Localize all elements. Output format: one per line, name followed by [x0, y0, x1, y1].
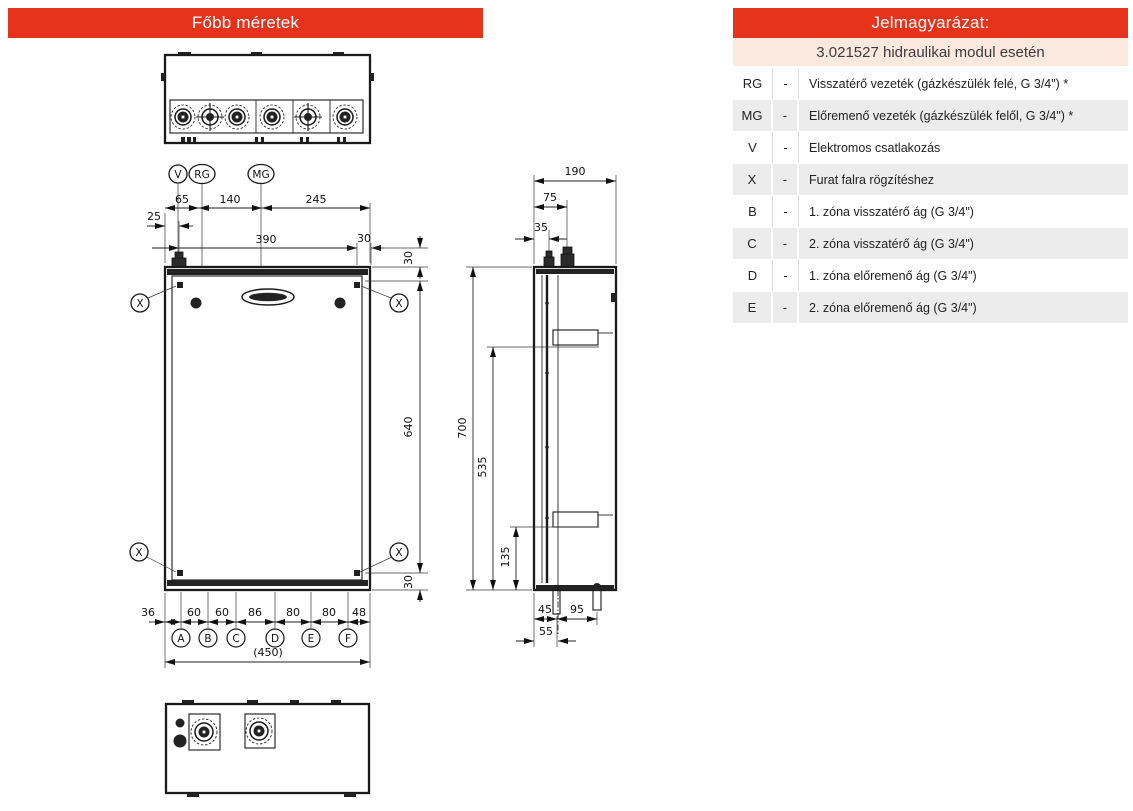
dim-45: 45	[538, 603, 552, 616]
legend-key: B	[733, 196, 773, 227]
top-connection-3	[225, 105, 249, 129]
x-balloon-bottom-left	[130, 543, 176, 572]
mount-hole-tr	[354, 282, 360, 288]
front-view	[130, 252, 408, 590]
front-screw-left	[191, 298, 202, 309]
legend-key: C	[733, 228, 773, 259]
dim-36: 36	[141, 606, 155, 619]
balloon-rg: RG	[194, 169, 210, 181]
balloon-mg: MG	[252, 169, 270, 181]
x-marker-label: X	[136, 298, 144, 310]
dim-450: (450)	[253, 646, 283, 659]
port-e: E	[307, 633, 315, 645]
legend-row-e	[733, 291, 1128, 324]
dim-75: 75	[543, 191, 557, 204]
dim-640: 640	[402, 416, 415, 438]
dim-48: 48	[352, 606, 366, 619]
dim-60a: 60	[187, 606, 201, 619]
bottom-knob-small	[176, 719, 185, 728]
legend-title	[733, 8, 1128, 38]
legend-dash: -	[773, 100, 799, 131]
dim-30: 30	[357, 232, 371, 245]
dim-700: 700	[456, 417, 469, 439]
legend-rows	[733, 68, 1128, 324]
top-connection-5	[294, 103, 322, 131]
x-balloon-top-right	[361, 286, 408, 312]
bottom-connector-1	[189, 714, 220, 750]
legend-dash: -	[773, 260, 799, 291]
front-screw-right	[335, 298, 346, 309]
legend-desc: 2. zóna visszatérő ág (G 3/4")	[809, 236, 974, 251]
side-view	[456, 165, 617, 647]
legend-row-mg	[733, 99, 1128, 132]
mount-hole-br	[354, 570, 360, 576]
x-balloon-top-left	[131, 286, 176, 312]
legend-title-text: Jelmagyarázat:	[871, 13, 990, 32]
brand-oval	[242, 289, 294, 305]
dim-25: 25	[147, 210, 161, 223]
legend-key: RG	[733, 68, 773, 99]
top-connection-4	[260, 105, 284, 129]
x-marker-label: X	[395, 298, 403, 310]
legend-dash: -	[773, 132, 799, 163]
bottom-knob-large	[174, 735, 187, 748]
front-bottom-dimensions	[141, 592, 370, 668]
legend-subtitle-text: 3.021527 hidraulikai modul esetén	[816, 43, 1045, 61]
dim-86: 86	[248, 606, 262, 619]
main-dimensions-title-text: Főbb méretek	[191, 13, 300, 32]
legend-dash: -	[773, 68, 799, 99]
legend-desc: Elektromos csatlakozás	[809, 140, 941, 155]
legend-row-v	[733, 132, 1128, 163]
port-f: F	[344, 633, 352, 645]
legend-row-b	[733, 196, 1128, 227]
legend-panel	[733, 8, 1128, 324]
legend-desc: Furat falra rögzítéshez	[809, 172, 935, 187]
legend-row-rg	[733, 68, 1128, 99]
legend-subtitle	[733, 38, 1128, 66]
mount-hole-tl	[177, 282, 183, 288]
dim-535: 535	[476, 456, 489, 478]
x-marker-label: X	[135, 547, 143, 559]
top-connection-1	[171, 105, 195, 129]
legend-dash: -	[773, 292, 799, 323]
x-balloon-bottom-right	[360, 543, 408, 572]
legend-desc: 1. zóna visszatérő ág (G 3/4")	[809, 204, 974, 219]
top-view-bottom-marks	[181, 137, 346, 142]
dim-190: 190	[564, 165, 586, 178]
dim-65: 65	[175, 193, 189, 206]
legend-key: MG	[733, 100, 773, 131]
side-top-fittings	[544, 247, 574, 267]
legend-row-c	[733, 227, 1128, 260]
legend-row-d	[733, 260, 1128, 291]
wall-bracket-top	[553, 330, 613, 345]
legend-desc: Visszatérő vezeték (gázkészülék felé, G 3/4") *	[809, 76, 1069, 91]
front-connector-balloons	[169, 165, 274, 267]
port-b: B	[204, 633, 212, 645]
mount-hole-bl	[177, 570, 183, 576]
port-balloons	[172, 629, 357, 647]
top-view	[161, 52, 374, 143]
v-fitting	[172, 252, 186, 267]
legend-key: X	[733, 164, 773, 195]
legend-desc: 2. zóna előremenő ág (G 3/4")	[809, 300, 977, 315]
dim-95: 95	[570, 603, 584, 616]
balloon-v: V	[174, 169, 182, 181]
dim-80a: 80	[286, 606, 300, 619]
x-marker-label: X	[395, 547, 403, 559]
legend-desc: 1. zóna előremenő ág (G 3/4")	[809, 268, 977, 283]
wall-bracket-bottom	[553, 512, 613, 527]
dim-35: 35	[534, 221, 548, 234]
port-d: D	[270, 633, 280, 645]
port-a: A	[177, 633, 185, 645]
legend-key: E	[733, 292, 773, 323]
port-c: C	[232, 633, 240, 645]
legend-desc: Előremenő vezeték (gázkészülék felől, G 3/4") *	[809, 108, 1074, 123]
dim-30-right-bottom: 30	[402, 575, 415, 589]
dim-55: 55	[539, 625, 553, 638]
bottom-view	[166, 700, 369, 797]
dim-245: 245	[305, 193, 327, 206]
legend-dash: -	[773, 228, 799, 259]
dim-135: 135	[499, 546, 512, 568]
legend-row-x	[733, 163, 1128, 196]
top-connection-2	[196, 103, 224, 131]
top-connection-6	[333, 105, 357, 129]
bottom-connector-2	[245, 714, 275, 748]
legend-key: V	[733, 132, 773, 163]
dim-390: 390	[255, 233, 277, 246]
dim-30-right-top: 30	[402, 251, 415, 265]
legend-key: D	[733, 260, 773, 291]
dim-80b: 80	[322, 606, 336, 619]
dim-60b: 60	[215, 606, 229, 619]
legend-dash: -	[773, 164, 799, 195]
legend-dash: -	[773, 196, 799, 227]
dim-140: 140	[219, 193, 241, 206]
